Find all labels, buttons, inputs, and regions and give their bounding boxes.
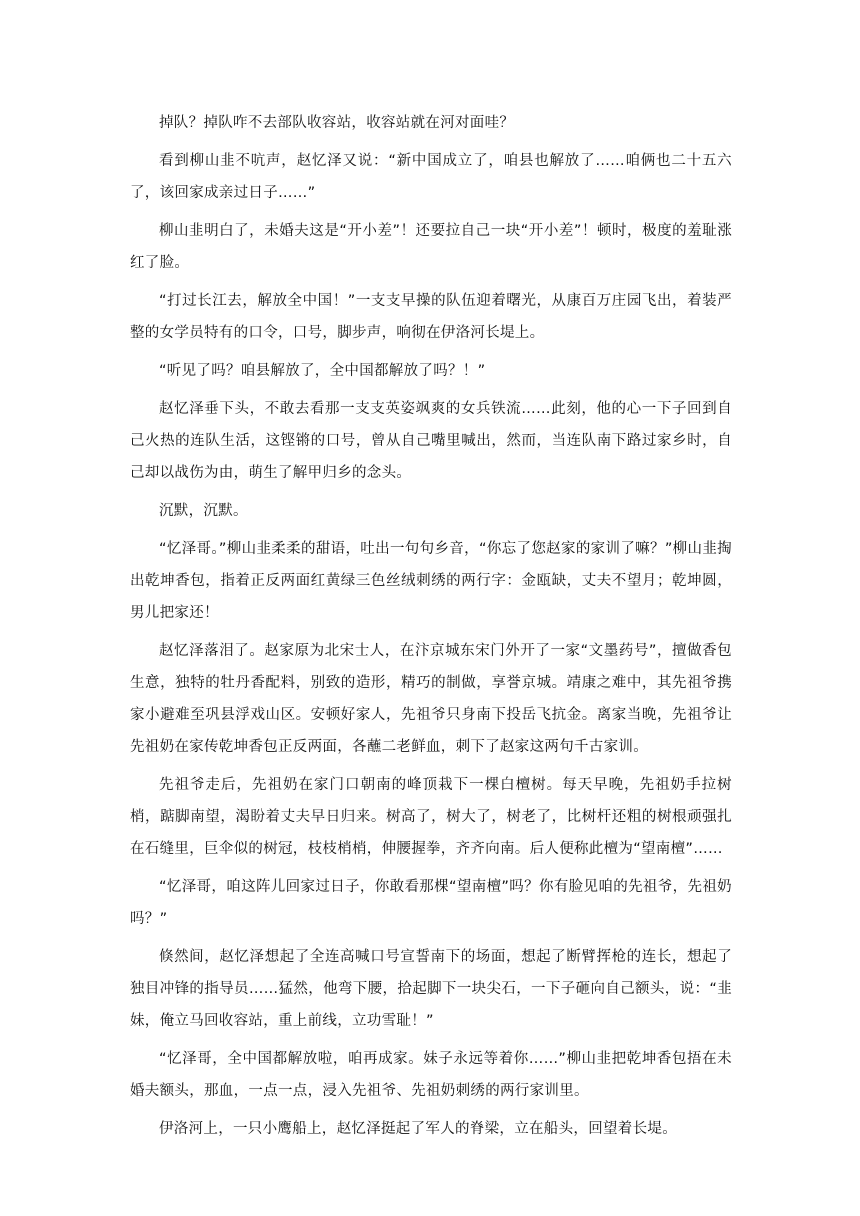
paragraph: 赵忆泽落泪了。赵家原为北宋士人，在汴京城东宋门外开了一家“文墨药号”，擅做香包生意，独特的牡丹香配料，别致的造形，精巧的制做，享誉京城。靖康之难中，其先祖爷携家小避难至巩县浮戏山区。安顿好家人，先祖爷只身南下投岳飞抗金。离家当晚，先祖爷让先祖奶在家传乾坤香包正反两面，各蘸二老鲜血，刺下了赵家这两句千古家训。 — [130, 643, 732, 755]
paragraph: 先祖爷走后，先祖奶在家门口朝南的峰顶栽下一棵白檀树。每天早晚，先祖奶手拉树梢，踮脚南望，渴盼着丈夫早日归来。树高了，树大了，树老了，比树杆还粗的树根顽强扎在石缝里，巨伞似的树冠，枝枝梢梢，伸腰握拳，齐齐向南。后人便称此檀为“望南檀”…… — [130, 777, 732, 857]
paragraph: 倏然间，赵忆泽想起了全连高喊口号宣誓南下的场面，想起了断臂挥枪的连长，想起了独目冲锋的指导员……猛然，他弯下腰，拾起脚下一块尖石，一下子砸向自己额头，说：“韭妹，俺立马回收容站，重上前线，立功雪耻！” — [130, 949, 732, 1029]
paragraph: “忆泽哥，咱这阵儿回家过日子，你敢看那棵“望南檀”吗？你有脸见咱的先祖爷，先祖奶吗？” — [130, 879, 732, 927]
paragraph: “忆泽哥。”柳山韭柔柔的甜语，吐出一句句乡音，“你忘了您赵家的家训了嘛？”柳山韭掏出乾坤香包，指着正反两面红黄绿三色丝绒刺绣的两行字：金瓯缺，丈夫不望月；乾坤圆，男儿把家还！ — [130, 541, 732, 621]
paragraph: 伊洛河上，一只小鹰船上，赵忆泽挺起了军人的脊梁，立在船头，回望着长堤。 — [159, 1121, 677, 1137]
story-text — [130, 107, 732, 1145]
paragraph: 看到柳山韭不吭声，赵忆泽又说：“新中国成立了，咱县也解放了……咱俩也二十五六了，该回家成亲过日子……” — [130, 153, 732, 201]
paragraph: “打过长江去，解放全中国！”一支支早操的队伍迎着曙光，从康百万庄园飞出，着装严整的女学员特有的口令，口号，脚步声，响彻在伊洛河长堤上。 — [130, 293, 732, 341]
paragraph: “忆泽哥，全中国都解放啦，咱再成家。妹子永远等着你……”柳山韭把乾坤香包捂在未婚夫额头，那血，一点一点，浸入先祖爷、先祖奶刺绣的两行家训里。 — [130, 1051, 732, 1099]
paragraph: 掉队？掉队咋不去部队收容站，收容站就在河对面哇？ — [159, 115, 515, 131]
paragraph: “听见了吗？咱县解放了，全中国都解放了吗？！” — [159, 363, 486, 379]
paragraph: 沉默，沉默。 — [159, 503, 248, 519]
paragraph: 赵忆泽垂下头，不敢去看那一支支英姿飒爽的女兵铁流……此刻，他的心一下子回到自己火热的连队生活，这铿锵的口号，曾从自己嘴里喊出，然而，当连队南下路过家乡时，自己却以战伤为由，萌生了解甲归乡的念头。 — [130, 401, 732, 481]
paragraph: 柳山韭明白了，未婚夫这是“开小差”！还要拉自己一块“开小差”！顿时，极度的羞耻涨红了脸。 — [130, 223, 732, 271]
